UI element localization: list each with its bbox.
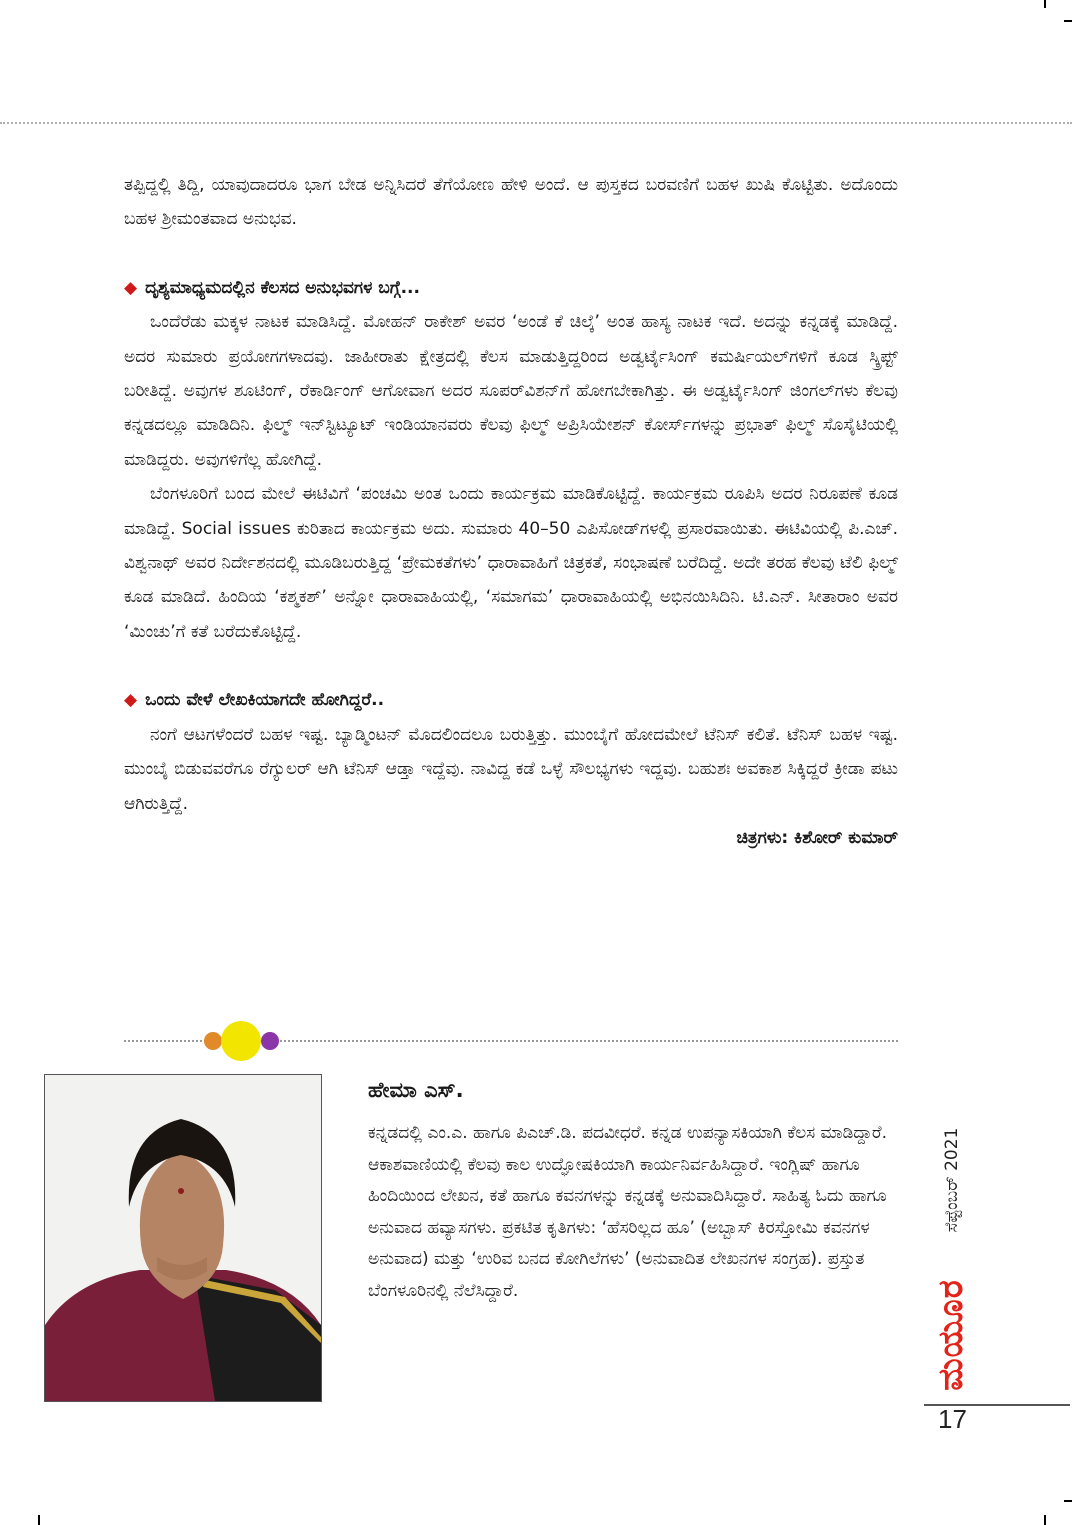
- issue-date-text: ಸೆಪ್ಟೆಂಬರ್ 2021: [942, 1127, 962, 1233]
- answer-paragraph: ಬೆಂಗಳೂರಿಗೆ ಬಂದ ಮೇಲೆ ಈಟಿವಿಗೆ ‘ಪಂಚಮಿ ಅಂತ ಒಂದು ಕಾರ್ಯಕ್ರಮ ಮಾಡಿಕೊಟ್ಟಿದ್ದೆ. ಕಾರ್ಯಕ್ರಮ ರೂಪಿಸಿ ಅದರ ನಿರೂಪಣೆ ಕೂಡ ಮಾಡಿದ್ದೆ. Social issues ಕುರಿತಾದ ಕಾರ್ಯಕ್ರಮ ಅದು. ಸುಮಾರು 40–50 ಎಪಿಸೋಡ್‌ಗಳಲ್ಲಿ ಪ್ರಸಾರವಾಯಿತು. ಈಟಿವಿಯಲ್ಲಿ ಪಿ.ಎಚ್. ವಿಶ್ವನಾಥ್ ಅವರ ನಿರ್ದೇಶನದಲ್ಲಿ ಮೂಡಿಬರುತ್ತಿದ್ದ ‘ಪ್ರೇಮಕತೆಗಳು’ ಧಾರಾವಾಹಿಗೆ ಚಿತ್ರಕತೆ, ಸಂಭಾಷಣೆ ಬರೆದಿದ್ದೆ. ಅದೇ ತರಹ ಕೆಲವು ಟೆಲಿ ಫಿಲ್ಮ್ ಕೂಡ ಮಾಡಿದೆ. ಹಿಂದಿಯ ‘ಕಶ್ಮಕಶ್’ ಅನ್ನೋ ಧಾರಾವಾಹಿಯಲ್ಲಿ, ‘ಸಮಾಗಮ’ ಧಾರಾವಾಹಿಯಲ್ಲಿ ಅಭಿನಯಿಸಿದಿನಿ. ಟಿ.ಎನ್. ಸೀತಾರಾಂ ಅವರ ‘ಮಿಂಚು’ಗೆ ಕತೆ ಬರೆದುಕೊಟ್ಟಿದ್ದೆ.: [124, 484, 898, 642]
- crop-mark: [1064, 1500, 1072, 1502]
- question-text: ಒಂದು ವೇಳೆ ಲೇಖಕಿಯಾಗದೇ ಹೋಗಿದ್ದರೆ..: [145, 690, 385, 711]
- top-dotted-rule: [0, 122, 1072, 124]
- author-name: ಹೇಮಾ ಎಸ್.: [368, 1078, 464, 1102]
- crop-mark: [1044, 0, 1046, 8]
- magazine-logo-text: ಮಯೂರ: [931, 1279, 971, 1391]
- question-heading: [124, 271, 898, 305]
- magazine-logo: [926, 1275, 976, 1395]
- question-heading: [124, 683, 898, 717]
- divider-dot-yellow: [221, 1021, 261, 1061]
- answer-paragraph: ನಂಗೆ ಆಟಗಳೆಂದರೆ ಬಹಳ ಇಷ್ಟ. ಬ್ಯಾಡ್ಮಿಂಟನ್ ಮೊದಲಿಂದಲೂ ಬರುತ್ತಿತ್ತು. ಮುಂಬೈಗೆ ಹೋದಮೇಲೆ ಟೆನಿಸ್ ಕಲಿತೆ. ಟೆನಿಸ್ ಬಹಳ ಇಷ್ಟ. ಮುಂಬೈ ಬಿಡುವವರೆಗೂ ರೆಗ್ಯುಲರ್ ಆಗಿ ಟೆನಿಸ್ ಆಡ್ತಾ ಇದ್ದೆವು. ನಾವಿದ್ದ ಕಡೆ ಒಳ್ಳೆ ಸೌಲಭ್ಯಗಳು ಇದ್ದವು. ಬಹುಶಃ ಅವಕಾಶ ಸಿಕ್ಕಿದ್ದರೆ ಕ್ರೀಡಾ ಪಟು ಆಗಿರುತ್ತಿದ್ದೆ.: [124, 724, 898, 814]
- author-photo: [44, 1074, 322, 1402]
- answer-paragraph: ಒಂದೆರೆಡು ಮಕ್ಕಳ ನಾಟಕ ಮಾಡಿಸಿದ್ದೆ. ಮೋಹನ್ ರಾಕೇಶ್ ಅವರ ‘ಅಂಡೆ ಕೆ ಚಿಲ್ಕೆ’ ಅಂತ ಹಾಸ್ಯ ನಾಟಕ ಇದೆ. ಅದನ್ನು ಕನ್ನಡಕ್ಕೆ ಮಾಡಿದ್ದೆ. ಅದರ ಸುಮಾರು ಪ್ರಯೋಗಗಳಾದವು. ಜಾಹೀರಾತು ಕ್ಷೇತ್ರದಲ್ಲಿ ಕೆಲಸ ಮಾಡುತ್ತಿದ್ದರಿಂದ ಅಡ್ವರ್ಟೈಸಿಂಗ್ ಕಮರ್ಷಿಯಲ್‌ಗಳಿಗೆ ಕೂಡ ಸ್ಕ್ರಿಪ್ಟ್ ಬರೀತಿದ್ದೆ. ಅವುಗಳ ಶೂಟಿಂಗ್, ರೆಕಾರ್ಡಿಂಗ್ ಆಗೋವಾಗ ಅದರ ಸೂಪರ್‌ವಿಶನ್‌ಗೆ ಹೋಗಬೇಕಾಗಿತ್ತು. ಈ ಅಡ್ವರ್ಟೈಸಿಂಗ್ ಜಿಂಗಲ್‌ಗಳು ಕೆಲವು ಕನ್ನಡದಲ್ಲೂ ಮಾಡಿದಿನಿ. ಫಿಲ್ಮ್ ಇನ್‌ಸ್ಟಿಟ್ಯೂಟ್ ಇಂಡಿಯಾನವರು ಕೆಲವು ಫಿಲ್ಮ್ ಅಪ್ರಿಸಿಯೇಶನ್ ಕೋರ್ಸ್‌ಗಳನ್ನು ಪ್ರಭಾತ್ ಫಿಲ್ಮ್ ಸೊಸೈಟಿಯಲ್ಲಿ ಮಾಡಿದ್ದರು. ಅವುಗಳಿಗೆಲ್ಲ ಹೋಗಿದ್ದೆ.: [124, 312, 898, 470]
- diamond-bullet-icon: ◆: [124, 277, 138, 298]
- crop-mark: [38, 1515, 40, 1525]
- crop-mark: [1044, 1515, 1046, 1525]
- divider-dot-purple: [261, 1032, 279, 1050]
- issue-date: [932, 1095, 972, 1265]
- question-text: ದೃಶ್ಯಮಾಧ್ಯಮದಲ್ಲಿನ ಕೆಲಸದ ಅನುಭವಗಳ ಬಗ್ಗೆ...: [145, 277, 420, 298]
- divider-dot-orange: [204, 1032, 222, 1050]
- article-body: [124, 168, 898, 855]
- photo-credit: ಚಿತ್ರಗಳು: ಕಿಶೋರ್ ಕುಮಾರ್: [736, 827, 898, 848]
- intro-paragraph: ತಪ್ಪಿದ್ದಲ್ಲಿ ತಿದ್ದಿ, ಯಾವುದಾದರೂ ಭಾಗ ಬೇಡ ಅನ್ನಿಸಿದರೆ ತೆಗೆಯೋಣ ಹೇಳಿ ಅಂದೆ. ಆ ಪುಸ್ತಕದ ಬರವಣಿಗೆ ಬಹಳ ಖುಷಿ ಕೊಟ್ಟಿತು. ಅದೊಂದು ಬಹಳ ಶ್ರೀಮಂತವಾದ ಅನುಭವ.: [124, 175, 898, 230]
- page-number: 17: [938, 1404, 967, 1434]
- diamond-bullet-icon: ◆: [124, 690, 138, 711]
- author-bio: ಕನ್ನಡದಲ್ಲಿ ಎಂ.ಎ. ಹಾಗೂ ಪಿಎಚ್.ಡಿ. ಪದವೀಧರೆ. ಕನ್ನಡ ಉಪನ್ಯಾಸಕಿಯಾಗಿ ಕೆಲಸ ಮಾಡಿದ್ದಾರೆ. ಆಕಾಶವಾಣಿಯಲ್ಲಿ ಕೆಲವು ಕಾಲ ಉದ್ಘೋಷಕಿಯಾಗಿ ಕಾರ್ಯನಿರ್ವಹಿಸಿದ್ದಾರೆ. ಇಂಗ್ಲಿಷ್ ಹಾಗೂ ಹಿಂದಿಯಿಂದ ಲೇಖನ, ಕತೆ ಹಾಗೂ ಕವನಗಳನ್ನು ಕನ್ನಡಕ್ಕೆ ಅನುವಾದಿಸಿದ್ದಾರೆ. ಸಾಹಿತ್ಯ ಓದು ಹಾಗೂ ಅನುವಾದ ಹವ್ಯಾಸಗಳು. ಪ್ರಕಟಿತ ಕೃತಿಗಳು: ‘ಹೆಸರಿಲ್ಲದ ಹೂ’ (ಅಬ್ಬಾಸ್ ಕಿರಸ್ತೋಮಿ ಕವನಗಳ ಅನುವಾದ) ಮತ್ತು ‘ಉರಿವ ಬನದ ಕೋಗಿಲೆಗಳು’ (ಅನುವಾದಿತ ಲೇಖನಗಳ ಸಂಗ್ರಹ). ಪ್ರಸ್ತುತ ಬೆಂಗಳೂರಿನಲ್ಲಿ ನೆಲೆಸಿದ್ದಾರೆ.: [368, 1123, 887, 1301]
- crop-mark: [1064, 20, 1072, 22]
